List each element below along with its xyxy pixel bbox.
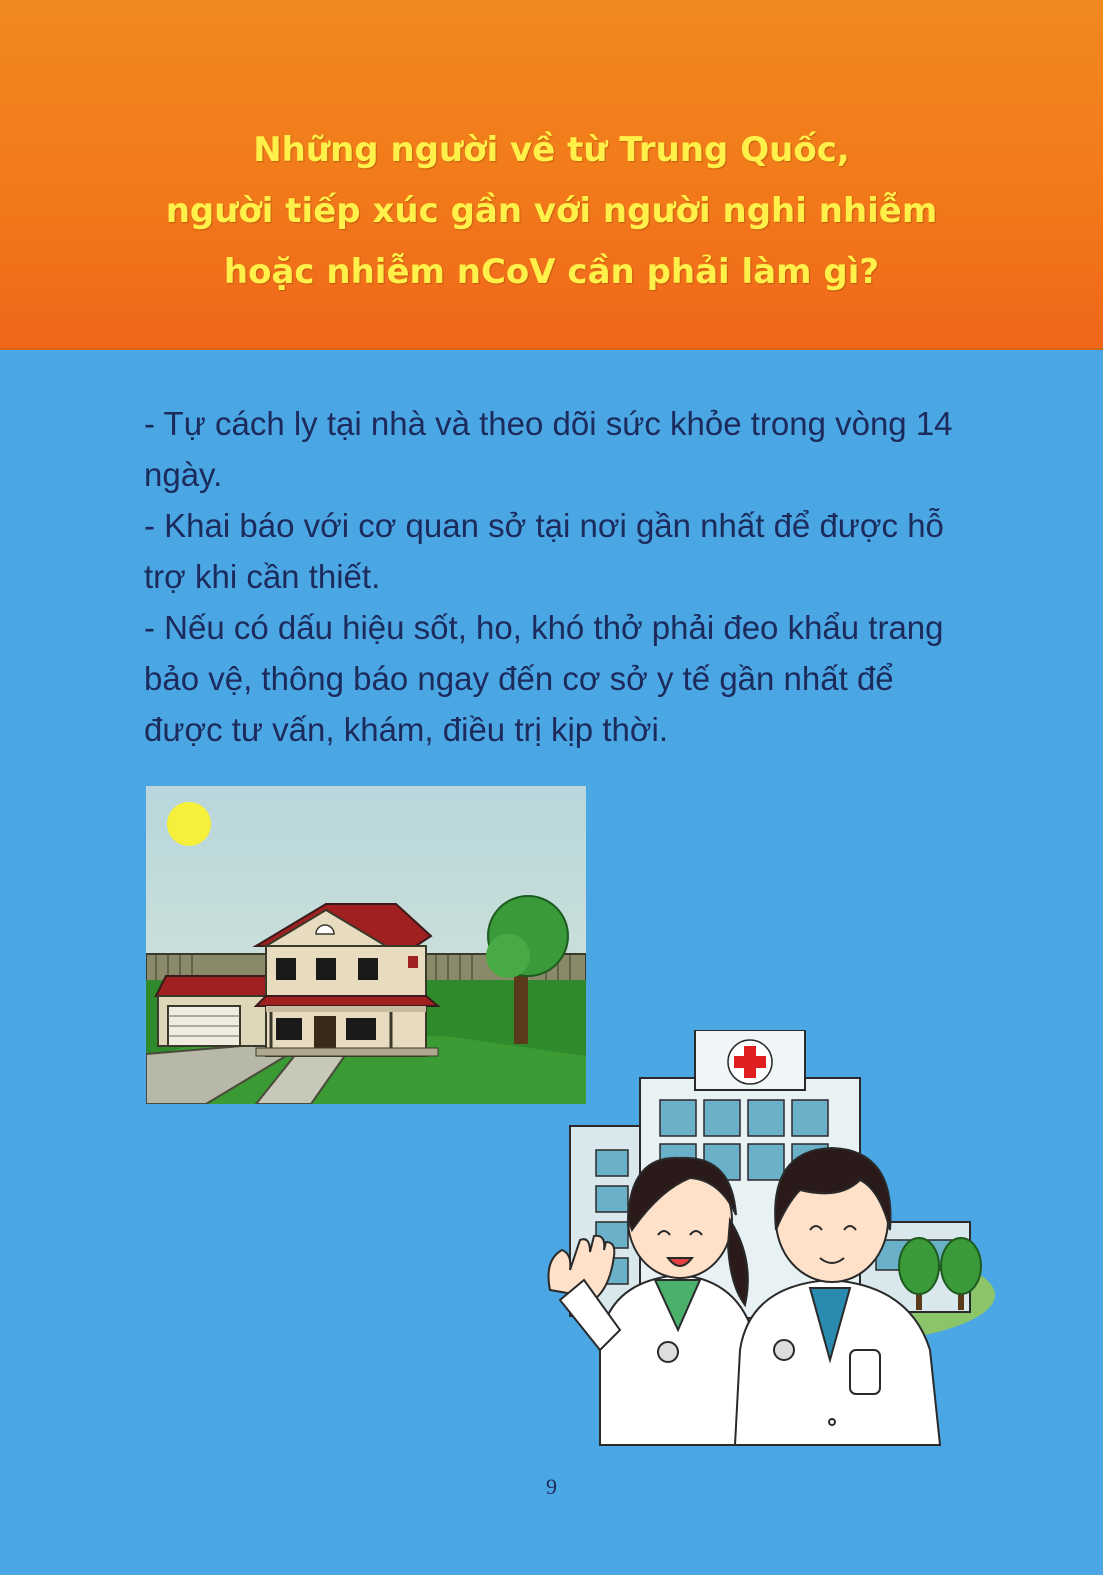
red-cross-icon [728, 1040, 772, 1084]
hospital-doctors-illustration [540, 1030, 1000, 1455]
page-number: 9 [546, 1474, 557, 1499]
title-line-1: Những người về từ Trung Quốc, [253, 130, 850, 170]
advice-item-isolation: - Tự cách ly tại nhà và theo dõi sức khỏe trong vòng 14 ngày. [144, 405, 953, 493]
advice-item-symptoms: - Nếu có dấu hiệu sốt, ho, khó thở phải đeo khẩu trang bảo vệ, thông báo ngay đến cơ sở y tế gần nhất để được tư vấn, khám, điều trị kịp thời. [144, 609, 944, 748]
title-line-2: người tiếp xúc gần với người nghi nhiễm [165, 191, 938, 231]
house-illustration [146, 786, 586, 1104]
advice-list [144, 398, 974, 755]
page-title [60, 120, 1043, 303]
sun-icon [167, 802, 211, 846]
header-banner [0, 0, 1103, 350]
title-line-3: hoặc nhiễm nCoV cần phải làm gì? [223, 252, 880, 292]
tree-icon [899, 1238, 939, 1294]
advice-item-declare: - Khai báo với cơ quan sở tại nơi gần nhất để được hỗ trợ khi cần thiết. [144, 507, 944, 595]
